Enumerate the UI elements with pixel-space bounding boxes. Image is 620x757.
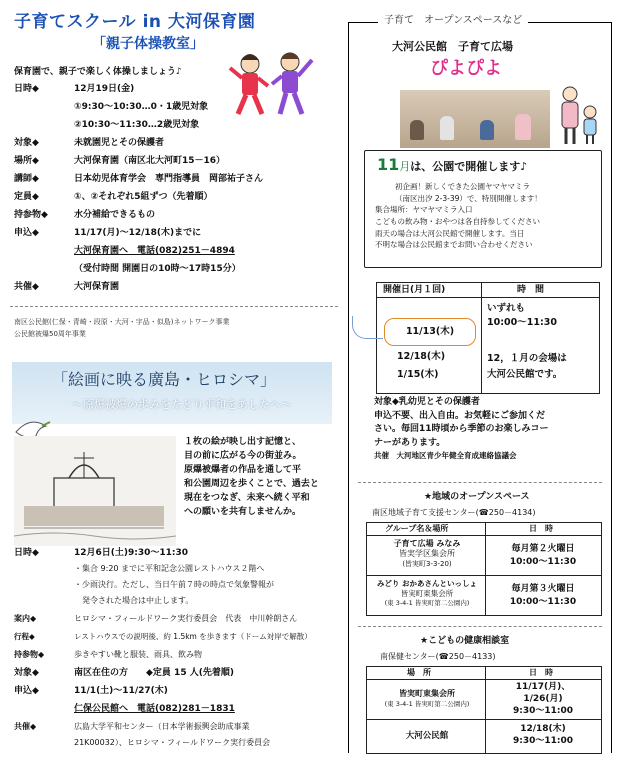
schedule-date-3: 1/15(木) — [397, 369, 439, 380]
health-row-1-place: 皆実町東集会所 (東 3-4-1 皆実町第二公園内) — [384, 689, 470, 708]
peace-row: 21K00032）、ヒロシマ・フィールドワーク実行委員会 — [74, 738, 271, 747]
notice-body: 初企画！新しくできた公園ヤマヤマミラ （南区出汐 2-3-39）で、特別開催します！ 集合場所：ヤマヤマミラ入口 こどもの飲み物・おやつは各自持参してください 雨天の場合は大河公民館で開催します。当日 不明な場合は公民館までお問い合わせください — [375, 182, 542, 250]
peace-row: 発令された場合は中止します。 — [74, 596, 194, 605]
open-space-center: 南区地域子育て支援センター(☎250－4134) — [372, 508, 536, 517]
peace-row: ・集合 9:20 までに平和記念公園レストハウス２階へ — [74, 564, 265, 573]
venue-title: 大河公民館 子育て広場 — [392, 40, 513, 53]
activity-photo — [400, 90, 550, 148]
open-row-2-time: 毎月第３火曜日 10:00〜11:30 — [509, 584, 577, 607]
school-row: 講師◆ 日本幼児体育学会 専門指導員 岡部祐子さん — [14, 174, 264, 184]
peace-row: 案内◆ ヒロシマ・フィールドワーク実行委員会 代表 中川幹朗さん — [14, 614, 298, 623]
health-row-2-time: 12/18(木) 9:30〜11:00 — [512, 724, 574, 747]
piyopiyo-info: 対象◆乳幼児とその保護者 申込不要、出入自由。お気軽にご参加くだ さい。毎回11時頃から季節のお楽しみコー ナーがあります。 共催 大河地区青少年健全育成連絡協議会 — [374, 397, 549, 460]
peace-row: 持参物◆ 歩きやすい靴と服装、雨具、飲み物 — [14, 650, 202, 659]
open-row-2-place: みどり おかあさんといっしょ 皆実町東集会所 (東 3-4-1 皆実町第二公園内) — [376, 579, 478, 607]
schedule-note-2: 大河公民館です。 — [487, 369, 563, 380]
peace-row: 対象◆ 南区在住の方 ◆定員 15 人(先着順) — [14, 668, 234, 678]
banner-title: 「絵画に映る廣島・ヒロシマ」 — [52, 370, 277, 389]
open-row-1-time: 毎月第２火曜日 10:00〜11:30 — [509, 544, 577, 567]
school-title: 子育てスクール in 大河保育園 — [14, 12, 256, 32]
school-row: 対象◆ 未就園児とその保護者 — [14, 138, 165, 148]
exercise-illustration — [228, 50, 314, 120]
peace-row: ・少雨決行。ただし、当日午前７時の時点で気象警報が — [74, 580, 274, 589]
network-line-2: 公民館被爆50周年事業 — [14, 330, 86, 338]
peace-row: 仁保公民館へ 電話(082)281－1831 — [74, 704, 235, 714]
parent-child-illustration — [556, 84, 600, 148]
peace-description: １枚の絵が映し出す記憶と、 目の前に広がる今の街並み。 原爆被爆者の作品を通して平 和公園周辺を歩くことで、過去と 現在をつなぎ、未来へ続く平和 への願いを共有しませんか。 — [184, 437, 319, 517]
health-title: ★こどもの健康相談室 — [420, 636, 510, 646]
schedule-times-2: 10:00〜11:30 — [487, 317, 557, 328]
section-divider — [10, 306, 338, 307]
schedule-head-time: 時 間 — [517, 285, 545, 295]
school-row: ②10:30〜11:30…2歳児対象 — [74, 120, 200, 130]
schedule-note-1: 12，１月の会場は — [487, 353, 567, 364]
schedule-date-2: 12/18(木) — [397, 351, 446, 362]
november-notice — [364, 150, 602, 268]
piyopiyo-title: ぴよぴよ — [430, 58, 502, 79]
schedule-head-date: 開催日(月１回) — [383, 285, 446, 295]
peace-row: 申込◆ 11/1(土)〜11/27(木) — [14, 686, 168, 696]
open-space-table — [366, 522, 602, 616]
health-row-1-time: 11/17(月)、 1/26(月) 9:30〜11:00 — [512, 682, 574, 717]
school-row: 場所◆ 大河保育園（南区北大河町15－16） — [14, 156, 226, 166]
right-divider-1 — [358, 482, 602, 483]
banner-subtitle: ～原爆被爆の歩みをたどり平和をあしたへ～ — [72, 398, 292, 411]
school-row: 日時◆ 12月19日(金) — [14, 84, 135, 94]
health-row-2-place: 大河公民館 — [405, 731, 449, 741]
right-header: 子育て オープンスペースなど — [378, 15, 528, 28]
right-divider-2 — [358, 626, 602, 627]
peace-row: 共催◆ 広島大学平和センター（日本学術振興会助成事業 — [14, 722, 250, 731]
school-intro: 保育園で、親子で楽しく体操しましょう♪ — [14, 67, 182, 77]
health-head-place: 場 所 — [407, 668, 431, 677]
school-subtitle: 「親子体操教室」 — [92, 36, 204, 52]
open-row-1-place: 子育て広場 みなみ 皆実学区集会所 (皆実町3-3-20) — [393, 539, 461, 568]
open-head-place: グループ名＆場所 — [385, 524, 449, 533]
open-space-title: ★地域のオープンスペース — [424, 492, 530, 502]
school-row: 申込◆ 11/17(月)〜12/18(木)までに — [14, 228, 202, 238]
peace-banner — [12, 362, 332, 424]
genbaku-dome-drawing — [14, 436, 176, 546]
school-row: 定員◆ ①、②それぞれ5組ずつ（先着順） — [14, 192, 213, 202]
open-head-time: 日 時 — [529, 524, 553, 533]
notice-pointer — [352, 316, 383, 339]
school-row: ①9:30〜10:30…0・1歳児対象 — [74, 102, 209, 112]
health-center: 南保健センター(☎250－4133) — [380, 652, 496, 661]
schedule-times-1: いずれも — [487, 303, 526, 314]
school-row: （受付時間 開園日の10時〜17時15分） — [74, 264, 241, 274]
school-row: 持参物◆ 水分補給できるもの — [14, 210, 156, 220]
health-table — [366, 666, 602, 754]
health-head-time: 日 時 — [529, 668, 553, 677]
schedule-date-1: 11/13(木) — [384, 318, 476, 346]
school-row: 大河保育園へ 電話(082)251－4894 — [74, 246, 235, 256]
peace-row: 日時◆ 12月6日(土)9:30〜11:30 — [14, 548, 189, 558]
school-row: 共催◆ 大河保育園 — [14, 282, 120, 292]
network-line-1: 南区公民館(仁保・青崎・段原・大河・宇品・似島)ネットワーク事業 — [14, 318, 230, 326]
notice-title: 11月は、公園で開催します♪ — [377, 155, 528, 174]
peace-row: 行程◆ レストハウスでの説明後、約 1.5km を歩きます（ドーム対岸で解散） — [14, 632, 312, 641]
